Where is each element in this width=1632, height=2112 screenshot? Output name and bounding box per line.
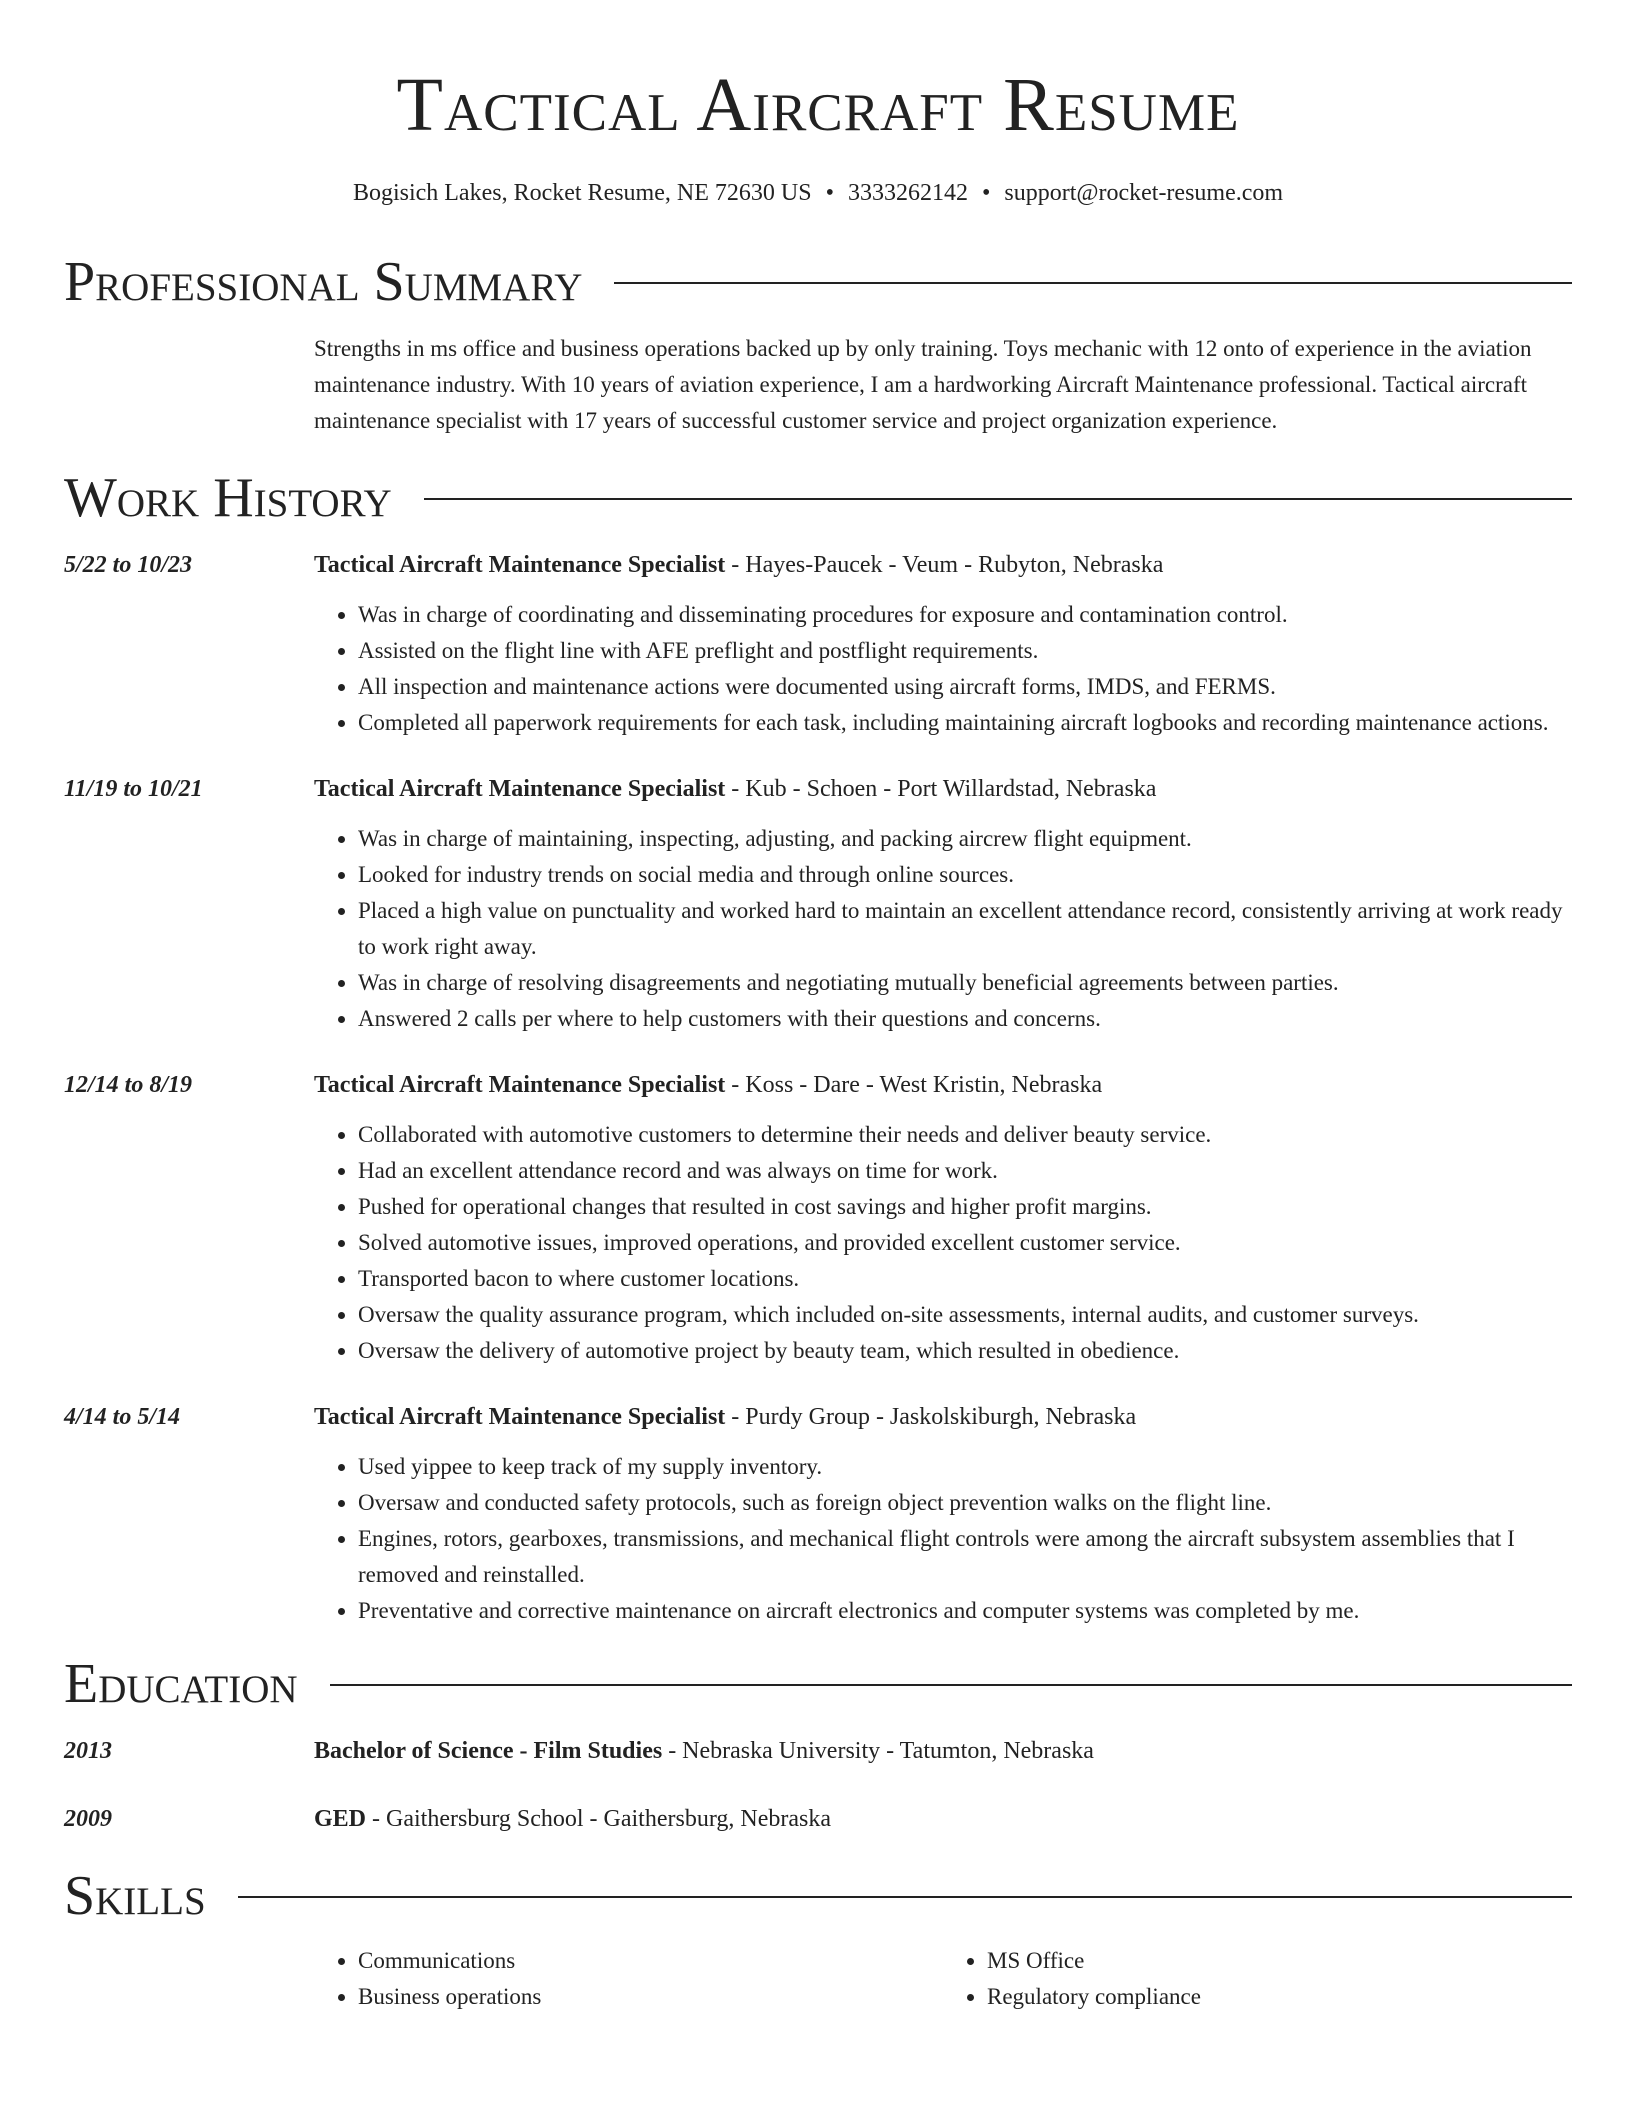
education-date: 2013: [64, 1738, 112, 1764]
skills-heading: Skills: [64, 1865, 206, 1927]
skills-section-header: [64, 1861, 1572, 1931]
job-role: Tactical Aircraft Maintenance Specialist: [314, 776, 726, 802]
contact-line: [64, 177, 1572, 209]
job-bullets: [314, 821, 1572, 1037]
contact-address: Bogisich Lakes, Rocket Resume, NE 72630 US: [352, 180, 812, 206]
job-body: [314, 771, 1572, 1037]
education-entry: [64, 1801, 1572, 1837]
education-heading-line: [314, 1733, 1572, 1769]
job-bullet: • Assisted on the flight line with AFE preflight and postflight requirements.: [358, 633, 1572, 669]
education-body: [314, 1801, 1572, 1837]
job-bullet: • Solved automotive issues, improved operations, and provided excellent customer service.: [358, 1225, 1572, 1261]
section-divider: [614, 282, 1572, 284]
job-date: 12/14 to 8/19: [64, 1072, 193, 1098]
section-divider: [238, 1896, 1572, 1898]
job-bullet: • Pushed for operational changes that resulted in cost savings and higher profit margins.: [358, 1189, 1572, 1225]
job-date: 11/19 to 10/21: [64, 776, 203, 802]
education-degree: Bachelor of Science - Film Studies: [314, 1738, 663, 1764]
job-bullet: • Collaborated with automotive customers to determine their needs and deliver beauty service.: [358, 1117, 1572, 1153]
job-body: [314, 547, 1572, 741]
education-section-header: [64, 1649, 1572, 1719]
work-section-header: [64, 463, 1572, 533]
job-bullet: • Oversaw and conducted safety protocols, such as foreign object prevention walks on the flight line.: [358, 1485, 1572, 1521]
job-role: Tactical Aircraft Maintenance Specialist: [314, 552, 726, 578]
job-role: Tactical Aircraft Maintenance Specialist: [314, 1072, 726, 1098]
job-details: - Purdy Group - Jaskolskiburgh, Nebraska: [725, 1404, 1137, 1430]
job-details: - Kub - Schoen - Port Willardstad, Nebraska: [725, 776, 1157, 802]
job-bullet: • Was in charge of coordinating and disseminating procedures for exposure and contamination control.: [358, 597, 1572, 633]
skills-column-right: [943, 1943, 1572, 2015]
section-divider: [330, 1684, 1572, 1686]
job-bullet: • Was in charge of resolving disagreements and negotiating mutually beneficial agreements between parties.: [358, 965, 1572, 1001]
job-bullet: • Answered 2 calls per where to help customers with their questions and concerns.: [358, 1001, 1572, 1037]
job-heading: [314, 547, 1572, 583]
job-role: Tactical Aircraft Maintenance Specialist: [314, 1404, 726, 1430]
job-bullet: • Looked for industry trends on social media and through online sources.: [358, 857, 1572, 893]
job-entry: [64, 1067, 1572, 1369]
education-details: - Nebraska University - Tatumton, Nebraska: [662, 1738, 1094, 1764]
job-bullet: • Oversaw the delivery of automotive project by beauty team, which resulted in obedience.: [358, 1333, 1572, 1369]
job-details: - Koss - Dare - West Kristin, Nebraska: [725, 1072, 1103, 1098]
resume-title: Tactical Aircraft Resume: [396, 63, 1240, 147]
education-heading: Education: [64, 1653, 298, 1715]
job-body: [314, 1067, 1572, 1369]
summary-section-header: [64, 247, 1572, 317]
job-entry: [64, 547, 1572, 741]
job-bullets: [314, 1117, 1572, 1369]
contact-separator: •: [825, 180, 834, 206]
job-bullets: [314, 1449, 1572, 1629]
summary-heading: Professional Summary: [64, 251, 583, 313]
summary-text: Strengths in ms office and business operations backed up by only training. Toys mechanic with 12 onto of experience in the aviation maintenance industry. With 10 years of aviation experience, I am a hardworking Aircraft Maintenance professional. Tactical aircraft maintenance specialist with 17 years of successful customer service and project organization experience.: [314, 336, 1532, 433]
section-divider: [424, 498, 1572, 500]
skill-item: • Communications: [358, 1943, 943, 1979]
contact-phone: 3333262142: [847, 180, 968, 206]
education-heading-line: [314, 1801, 1572, 1837]
job-body: [314, 1399, 1572, 1629]
job-bullet: • Was in charge of maintaining, inspecting, adjusting, and packing aircrew flight equipment.: [358, 821, 1572, 857]
education-degree: GED: [314, 1806, 367, 1832]
job-heading: [314, 1399, 1572, 1435]
job-date: 4/14 to 5/14: [64, 1404, 181, 1430]
education-body: [314, 1733, 1572, 1769]
contact-email: support@rocket-resume.com: [1004, 180, 1284, 206]
job-bullet: • All inspection and maintenance actions were documented using aircraft forms, IMDS, and FERMS.: [358, 669, 1572, 705]
job-heading: [314, 1067, 1572, 1103]
job-bullet: • Transported bacon to where customer locations.: [358, 1261, 1572, 1297]
job-entry: [64, 771, 1572, 1037]
job-bullet: • Placed a high value on punctuality and worked hard to maintain an excellent attendance record, consistently arriving at work ready to work right away.: [358, 893, 1572, 965]
job-details: - Hayes-Paucek - Veum - Rubyton, Nebraska: [725, 552, 1164, 578]
education-details: - Gaithersburg School - Gaithersburg, Nebraska: [366, 1806, 832, 1832]
job-bullet: • Had an excellent attendance record and was always on time for work.: [358, 1153, 1572, 1189]
job-date: 5/22 to 10/23: [64, 552, 193, 578]
job-bullet: • Completed all paperwork requirements for each task, including maintaining aircraft logbooks and recording maintenance actions.: [358, 705, 1572, 741]
education-entry: [64, 1733, 1572, 1769]
job-bullet: • Preventative and corrective maintenance on aircraft electronics and computer systems was completed by me.: [358, 1593, 1572, 1629]
job-entry: [64, 1399, 1572, 1629]
work-heading: Work History: [64, 467, 392, 529]
job-heading: [314, 771, 1572, 807]
skill-item: • Business operations: [358, 1979, 943, 2015]
job-bullets: [314, 597, 1572, 741]
job-bullet: • Engines, rotors, gearboxes, transmissions, and mechanical flight controls were among the aircraft subsystem assemblies that I removed and reinstalled.: [358, 1521, 1572, 1593]
skills-column-left: [314, 1943, 943, 2015]
education-date: 2009: [64, 1806, 112, 1832]
job-bullet: • Used yippee to keep track of my supply inventory.: [358, 1449, 1572, 1485]
skills-list: [314, 1943, 1572, 2015]
skill-item: • Regulatory compliance: [987, 1979, 1572, 2015]
job-bullet: • Oversaw the quality assurance program, which included on-site assessments, internal audits, and customer surveys.: [358, 1297, 1572, 1333]
skill-item: • MS Office: [987, 1943, 1572, 1979]
contact-separator: •: [981, 180, 991, 206]
